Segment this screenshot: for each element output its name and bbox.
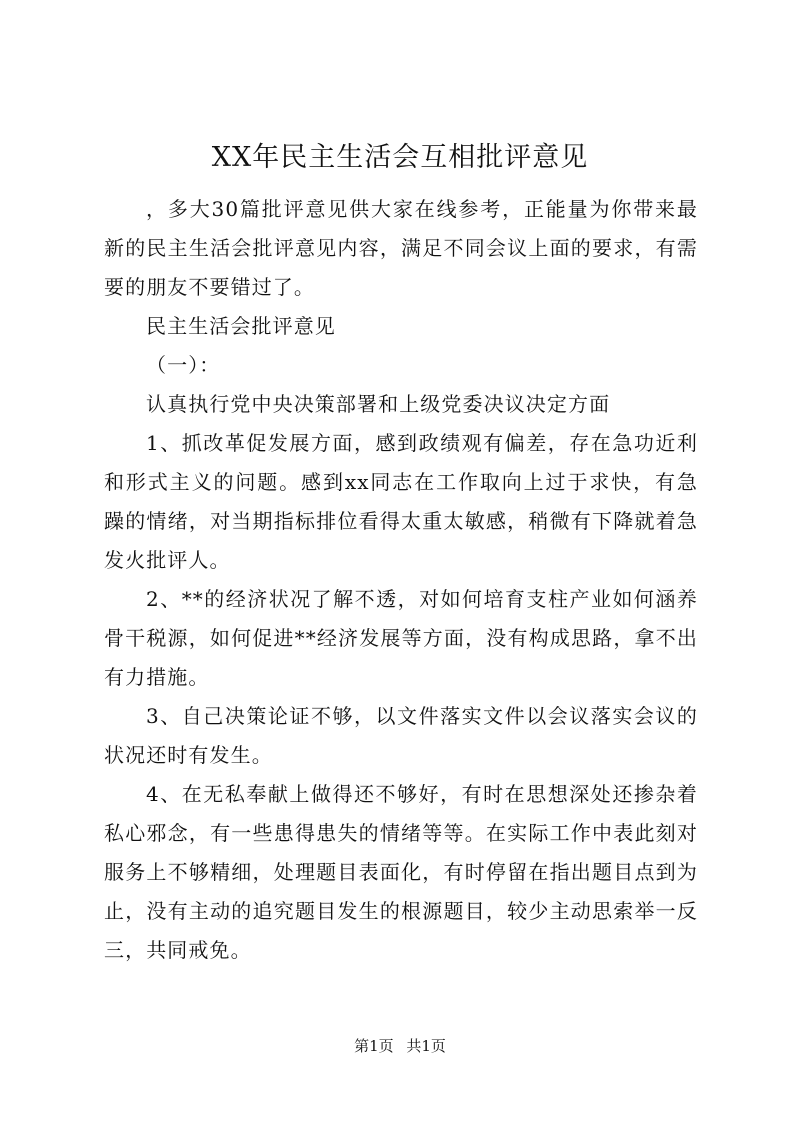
item-paragraph-2: 2、**的经济状况了解不透，对如何培育支柱产业如何涵养骨干税源，如何促进**经济发展等方面，没有构成思路，拿不出有力措施。 <box>104 587 698 689</box>
page-footer <box>0 1036 800 1056</box>
page-number: 第1页 <box>354 1037 394 1055</box>
page-total: 共1页 <box>406 1037 446 1055</box>
topic-heading: 认真执行党中央决策部署和上级党委决议决定方面 <box>146 392 611 416</box>
document-body <box>104 190 698 970</box>
item-paragraph-4: 4、在无私奉献上做得还不够好，有时在思想深处还掺杂着私心邪念，有一些患得患失的情绪等等。在实际工作中表此刻对服务上不够精细，处理题目表面化，有时停留在指出题目点到为止，没有主动的追究题目发生的根源题目，较少主动思索举一反三，共同戒免。 <box>104 782 698 962</box>
intro-paragraph: ，多大30篇批评意见供大家在线参考，正能量为你带来最新的民主生活会批评意见内容，满足不同会议上面的要求，有需要的朋友不要错过了。 <box>104 197 698 299</box>
subsection-label: （一）： <box>146 353 221 377</box>
item-paragraph-3: 3、自己决策论证不够，以文件落实文件以会议落实会议的状况还时有发生。 <box>104 704 698 767</box>
section-heading: 民主生活会批评意见 <box>146 314 336 338</box>
item-paragraph-1: 1、抓改革促发展方面，感到政绩观有偏差，存在急功近利和形式主义的问题。感到xx同志在工作取向上过于求快，有急躁的情绪，对当期指标排位看得太重太敏感，稍微有下降就着急发火批评人。 <box>104 431 698 572</box>
document-title: XX年民主生活会互相批评意见 <box>211 142 589 173</box>
